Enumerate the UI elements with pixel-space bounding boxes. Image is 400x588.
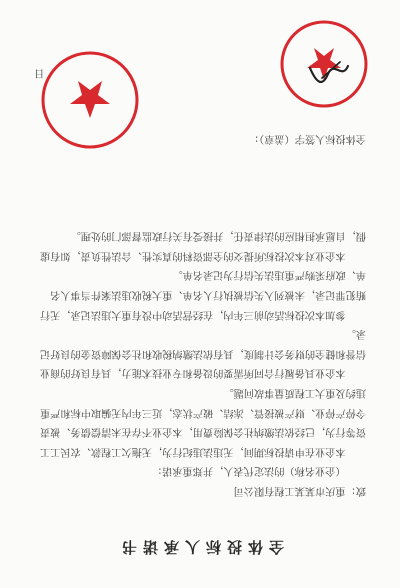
document-body (34, 226, 366, 500)
signer-label: 全体投标人签字（盖章）： (248, 133, 366, 144)
paragraph-1: （企业名称）的法定代表人，并郑重承诺： (152, 465, 346, 477)
paragraph-4: 参加本次投标活动前三年内，在经营活动中没有重大违法记录，无行贿犯罪记录，未被列入失信被执行人名单、重大税收违法案件当事人名单、政府采购严重违法失信行为记录名单。 (39, 269, 366, 320)
signature-icon (306, 56, 352, 86)
date-label: 日 (34, 67, 45, 78)
handwritten-signature (306, 52, 352, 86)
recipient-line: 致：重庆市某某工程有限公司 (233, 485, 366, 496)
paragraph-5: 本企业对本次投标所提交的全部资料的真实性、合法性负责，如有虚假，自愿承担相应的法律责任，并接受有关行政监督部门的处理。 (39, 230, 366, 261)
company-seal-left (38, 48, 142, 152)
seal-left-icon (38, 48, 142, 152)
paragraph-2: 本企业在申请投标期间，无违法违纪行为，无拖欠工程款、农民工工资等行为，已经依法缴纳社会保险费用，本企业不存在未清偿债务、被责令停产停业、财产被接管、冻结、破产状态，近三年内无骗取中标和严重违约及重大工程质量事故问题。 (39, 387, 366, 457)
paragraph-3: 本企业具备履行合同所需要的设备和专业技术能力，具有良好的商业信誉和健全的财务会计制度，具有依法缴纳税收和社会保障资金的良好记录。 (39, 328, 366, 379)
document-title: 全体投标人承诺书 (116, 538, 285, 556)
